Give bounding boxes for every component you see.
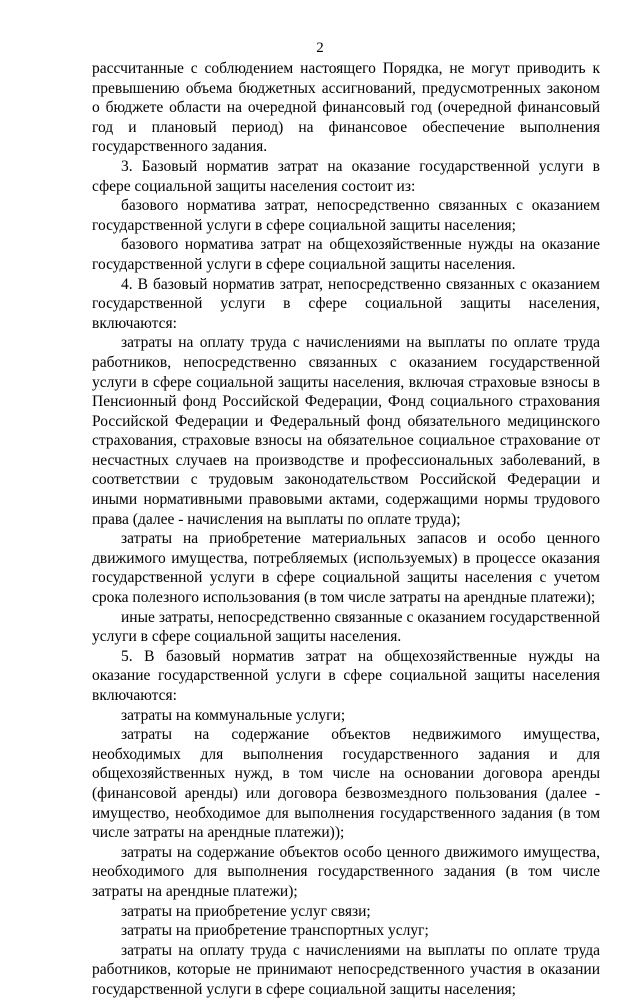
paragraph: затраты на приобретение материальных запасов и особо ценного движимого имущества, потребляемых (используемых) в процессе оказания государственной услуги в сфере социальной защиты населения с учетом срока полезного использования (в том числе затраты на арендные платежи); xyxy=(92,530,600,607)
paragraph: затраты на содержание объектов недвижимого имущества, необходимых для выполнения государственного задания и для общехозяйственных нужд, в том числе на основании договора аренды (финансовой аренды) или договора безвозмездного пользования (далее - имущество, необходимое для выполнения государственного задания (в том числе затраты на арендные платежи)); xyxy=(92,726,600,842)
paragraph: затраты на коммунальные услуги; xyxy=(121,706,346,724)
paragraph: затраты на приобретение транспортных услуг; xyxy=(121,922,429,940)
paragraph: базового норматива затрат на общехозяйственные нужды на оказание государственной услуги в сфере социальной защиты населения. xyxy=(92,236,600,273)
paragraph: рассчитанные с соблюдением настоящего Порядка, не могут приводить к превышению объема бюджетных ассигнований, предусмотренных законом о бюджете области на очередной финансовый год (очередной финансовый год и плановый период) на финансовое обеспечение выполнения государственного задания. xyxy=(92,60,600,156)
paragraph: затраты на содержание объектов особо ценного движимого имущества, необходимого для выполнения государственного задания (в том числе затраты на арендные платежи); xyxy=(92,843,600,900)
paragraph: базового норматива затрат, непосредственно связанных с оказанием государственной услуги в сфере социальной защиты населения; xyxy=(92,197,600,234)
document-body xyxy=(92,59,600,1000)
paragraph: 5. В базовый норматив затрат на общехозяйственные нужды на оказание государственной услуги в сфере социальной защиты населения включаются: xyxy=(92,647,600,704)
paragraph: затраты на оплату труда с начислениями на выплаты по оплате труда работников, непосредственно связанных с оказанием государственной услуги в сфере социальной защиты населения, включая страховые взносы в Пенсионный фонд Российской Федерации, Фонд социального страхования Российской Федерации и Федеральный фонд обязательного медицинского страхования, страховые взносы на обязательное социальное страхование от несчастных случаев на производстве и профессиональных заболеваний, в соответствии с трудовым законодательством Российской Федерации и иными нормативными правовыми актами, содержащими нормы трудового права (далее - начисления на выплаты по оплате труда); xyxy=(92,334,600,528)
paragraph: затраты на приобретение услуг связи; xyxy=(121,902,371,920)
paragraph: иные затраты, непосредственно связанные с оказанием государственной услуги в сфере социальной защиты населения. xyxy=(92,608,600,646)
paragraph: 3. Базовый норматив затрат на оказание государственной услуги в сфере социальной защиты населения состоит из: xyxy=(92,157,600,195)
paragraph: затраты на оплату труда с начислениями на выплаты по оплате труда работников, которые не принимают непосредственного участия в оказании государственной услуги в сфере социальной защиты населения; xyxy=(92,941,600,998)
paragraph: 4. В базовый норматив затрат, непосредственно связанных с оказанием государственной услуги в сфере социальной защиты населения, включаются: xyxy=(92,275,600,332)
page-number: 2 xyxy=(316,40,324,56)
